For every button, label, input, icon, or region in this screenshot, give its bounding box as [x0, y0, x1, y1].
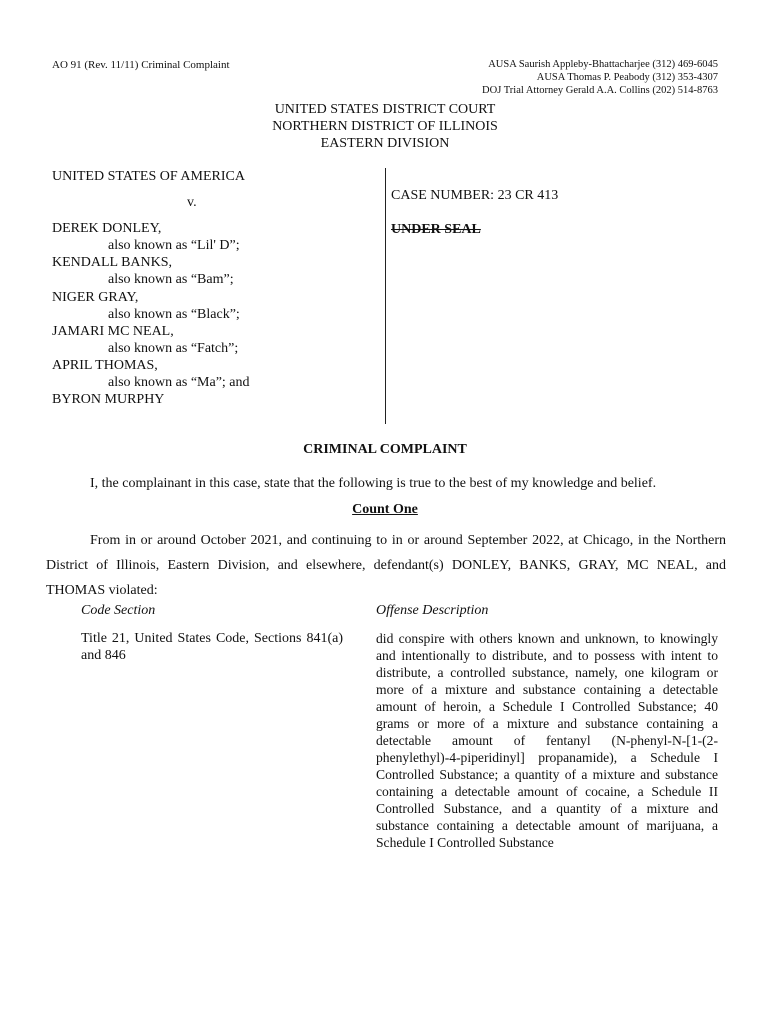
- defendant-name: BYRON MURPHY: [52, 392, 165, 408]
- court-name: UNITED STATES DISTRICT COURT: [274, 102, 496, 117]
- count-paragraph: From in or around October 2021, and continuing to in or around September 2022, at Chicago, in the Northern District of Illinois, Eastern Division, and elsewhere, defendant(s) DONLEY, BANKS, GRAY, MC NEAL, and THOMAS violated:: [46, 533, 726, 598]
- complaint-intro: I, the complainant in this case, state that the following is true to the best of my knowledge and belief.: [90, 476, 657, 491]
- offense-description-header: Offense Description: [376, 603, 489, 618]
- ausa-line-2: AUSA Thomas P. Peabody (312) 353-4307: [536, 72, 718, 83]
- form-identifier: AO 91 (Rev. 11/11) Criminal Complaint: [52, 59, 230, 71]
- offense-description-text: did conspire with others known and unknown, to knowingly and intentionally to distribute, and to possess with intent to distribute, a controlled substance, namely, one kilogram or more of a mixture and substance containing a detectable amount of heroin, a Schedule I Controlled Substance; 40 grams or more of a mixture and substance containing a detectable amount of fentanyl (N-phenyl-N-[1-(2-phenylethyl)-4-piperidinyl] propanamide), a Schedule I Controlled Substance; a quantity of a mixture and substance containing a detectable amount of cocaine, a Schedule II Controlled Substance, and a quantity of a mixture and substance containing a detectable amount of marijuana, a Schedule I Controlled Substance: [376, 631, 718, 850]
- case-number: CASE NUMBER: 23 CR 413: [391, 188, 559, 203]
- code-section-header: Code Section: [81, 603, 156, 618]
- count-title: Count One: [352, 502, 418, 517]
- defendant-name: NIGER GRAY,: [52, 289, 139, 305]
- defendant-alias: also known as “Ma”; and: [108, 375, 250, 391]
- under-seal-label: UNDER SEAL: [391, 222, 481, 237]
- defendant-alias: also known as “Lil' D”;: [108, 238, 240, 254]
- defendant-name: KENDALL BANKS,: [52, 255, 173, 271]
- ausa-contacts: [482, 58, 718, 97]
- plaintiff-name: UNITED STATES OF AMERICA: [52, 169, 245, 184]
- court-heading: [0, 101, 770, 152]
- defendant-alias: also known as “Bam”;: [108, 272, 234, 288]
- defendant-name: DEREK DONLEY,: [52, 221, 162, 237]
- court-district: NORTHERN DISTRICT OF ILLINOIS: [272, 119, 498, 134]
- defendant-name: APRIL THOMAS,: [52, 357, 158, 373]
- case-caption-parties: [52, 168, 382, 408]
- defendant-alias: also known as “Black”;: [108, 306, 240, 322]
- defendant-name: JAMARI MC NEAL,: [52, 323, 174, 339]
- defendant-alias: also known as “Fatch”;: [108, 340, 239, 356]
- versus: v.: [187, 195, 197, 211]
- complaint-title: CRIMINAL COMPLAINT: [303, 442, 467, 457]
- caption-divider: [385, 168, 386, 424]
- code-section-text: Title 21, United States Code, Sections 841(a) and 846: [81, 631, 343, 663]
- court-division: EASTERN DIVISION: [320, 136, 450, 151]
- ausa-line-3: DOJ Trial Attorney Gerald A.A. Collins (202) 514-8763: [482, 85, 718, 96]
- ausa-line-1: AUSA Saurish Appleby-Bhattacharjee (312) 469-6045: [488, 59, 718, 70]
